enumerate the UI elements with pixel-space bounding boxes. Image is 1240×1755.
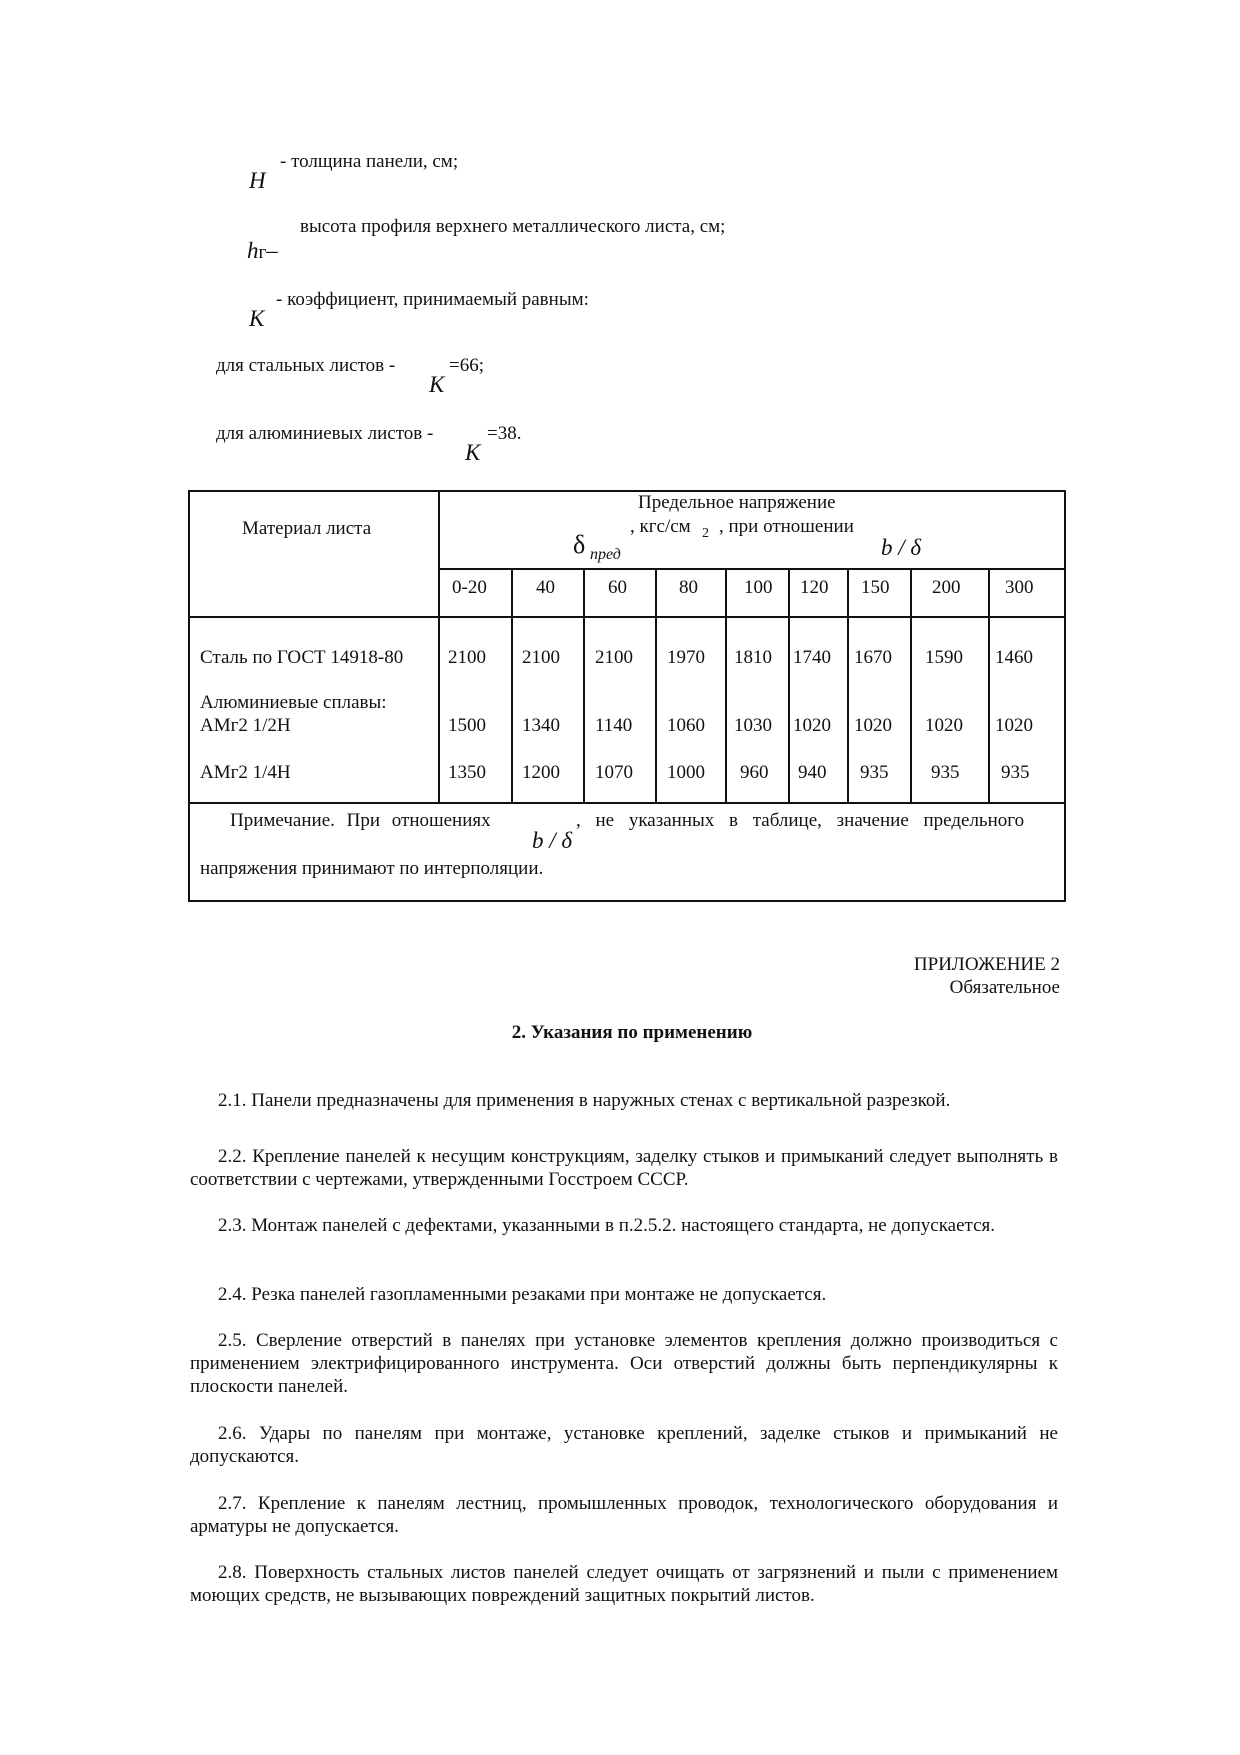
table-header-unit: , кгс/см xyxy=(630,516,691,537)
paragraph-2-6 xyxy=(190,1422,1058,1468)
table-divider xyxy=(190,802,1066,804)
table-divider xyxy=(988,568,990,802)
table-note-before: Примечание. При отношениях xyxy=(230,810,491,831)
symbol-h-g-letter: h xyxy=(247,238,259,263)
table-cell: 2100 xyxy=(522,647,560,668)
table-group-label: Алюминиевые сплавы: xyxy=(200,692,387,713)
ratio-column-7: 200 xyxy=(932,577,961,598)
table-cell: 1970 xyxy=(667,647,705,668)
ratio-column-4: 100 xyxy=(744,577,773,598)
paragraph-2-8 xyxy=(190,1561,1058,1607)
paragraph-2-4 xyxy=(190,1283,1058,1306)
table-cell: 1740 xyxy=(793,647,831,668)
k-steel-symbol: K xyxy=(429,372,445,397)
table-cell: 1020 xyxy=(854,715,892,736)
symbol-h-g-dash: – xyxy=(266,238,278,263)
table-divider xyxy=(725,568,727,802)
ratio-column-2: 60 xyxy=(608,577,627,598)
table-divider xyxy=(847,568,849,802)
table-header-limit-stress: Предельное напряжение xyxy=(638,492,836,513)
table-divider xyxy=(438,568,1066,570)
table-row-material: АМг2 1/2Н xyxy=(200,715,291,736)
ratio-column-3: 80 xyxy=(679,577,698,598)
paragraph-2-1 xyxy=(190,1089,1058,1112)
table-cell: 960 xyxy=(740,762,769,783)
table-note-after: , не указанных в таблице, значение предельного xyxy=(576,810,1025,831)
table-note-ratio: b / δ xyxy=(532,828,573,853)
table-cell: 1140 xyxy=(595,715,633,736)
table-row-material: Сталь по ГОСТ 14918-80 xyxy=(200,647,404,668)
table-header-sigma: δ xyxy=(573,530,586,559)
ratio-column-1: 40 xyxy=(536,577,555,598)
table-header-unit-sup: 2 xyxy=(702,526,709,541)
table-divider xyxy=(655,568,657,802)
paragraph-text: 2.4. Резка панелей газопламенными резаками при монтаже не допускается. xyxy=(218,1284,827,1305)
table-cell: 935 xyxy=(1001,762,1030,783)
symbol-k: K xyxy=(249,306,265,331)
paragraph-text: 2.8. Поверхность стальных листов панелей следует очищать от загрязнений и пыли с применением моющих средств, не вызывающих повреждений защитных покрытий листов. xyxy=(190,1562,1058,1606)
table-divider xyxy=(511,568,513,802)
paragraph-text: 2.7. Крепление к панелям лестниц, промышленных проводок, технологического оборудования и арматуры не допускается. xyxy=(190,1493,1058,1537)
table-cell: 1020 xyxy=(995,715,1033,736)
table-cell: 1670 xyxy=(854,647,892,668)
appendix-subtitle: Обязательное xyxy=(949,977,1060,998)
symbol-h-upper: H xyxy=(249,168,266,193)
paragraph-text: 2.1. Панели предназначены для применения в наружных стенах с вертикальной разрезкой. xyxy=(218,1090,951,1111)
table-cell: 1500 xyxy=(448,715,486,736)
paragraph-text: 2.6. Удары по панелям при монтаже, установке креплений, заделке стыков и примыканий не допускаются. xyxy=(190,1423,1058,1467)
table-cell: 935 xyxy=(931,762,960,783)
paragraph-2-2 xyxy=(190,1145,1058,1191)
stress-table xyxy=(188,490,1066,902)
table-cell: 2100 xyxy=(595,647,633,668)
symbol-h-g xyxy=(247,238,278,264)
table-cell: 1020 xyxy=(793,715,831,736)
k-aluminium-label: для алюминиевых листов - xyxy=(216,423,434,444)
appendix-title: ПРИЛОЖЕНИЕ 2 xyxy=(913,954,1060,975)
paragraph-2-3 xyxy=(190,1214,1058,1237)
symbol-h-g-subscript: г xyxy=(258,242,267,263)
table-cell: 935 xyxy=(860,762,889,783)
table-cell: 1590 xyxy=(925,647,963,668)
k-aluminium-symbol: K xyxy=(465,440,481,465)
table-cell: 1060 xyxy=(667,715,705,736)
paragraph-2-5 xyxy=(190,1329,1058,1398)
table-divider xyxy=(438,492,440,802)
table-cell: 1350 xyxy=(448,762,486,783)
table-cell: 1000 xyxy=(667,762,705,783)
table-cell: 1200 xyxy=(522,762,560,783)
table-cell: 940 xyxy=(798,762,827,783)
table-cell: 1810 xyxy=(734,647,772,668)
definition-text-profile-height: высота профиля верхнего металлического листа, см; xyxy=(300,216,726,237)
table-header-material: Материал листа xyxy=(242,518,372,539)
table-cell: 1340 xyxy=(522,715,560,736)
table-cell: 1020 xyxy=(925,715,963,736)
definition-text-coefficient: - коэффициент, принимаемый равным: xyxy=(276,289,589,310)
paragraph-text: 2.5. Сверление отверстий в панелях при установке элементов крепления должно производиться с применением электрифицированного инструмента. Оси отверстий должны быть перпендикулярны к плоскости панелей. xyxy=(190,1330,1058,1397)
table-cell: 1460 xyxy=(995,647,1033,668)
k-steel-value: =66; xyxy=(449,355,484,376)
k-steel-label: для стальных листов - xyxy=(216,355,396,376)
ratio-column-6: 150 xyxy=(861,577,890,598)
ratio-column-5: 120 xyxy=(800,577,829,598)
paragraph-text: 2.2. Крепление панелей к несущим конструкциям, заделку стыков и примыканий следует выполнять в соответствии с чертежами, утвержденными Госстроем СССР. xyxy=(190,1146,1058,1190)
ratio-column-8: 300 xyxy=(1005,577,1034,598)
table-cell: 1070 xyxy=(595,762,633,783)
table-row-material: АМг2 1/4Н xyxy=(200,762,291,783)
table-note-line2: напряжения принимают по интерполяции. xyxy=(200,858,544,879)
table-header-sigma-subscript: пред xyxy=(590,546,621,563)
definition-text-thickness: - толщина панели, см; xyxy=(280,151,459,172)
table-header-ratio-text: , при отношении xyxy=(719,516,854,537)
section-heading: 2. Указания по применению xyxy=(511,1022,753,1043)
paragraph-text: 2.3. Монтаж панелей с дефектами, указанными в п.2.5.2. настоящего стандарта, не допускается. xyxy=(218,1215,995,1236)
table-divider xyxy=(583,568,585,802)
table-cell: 1030 xyxy=(734,715,772,736)
table-divider xyxy=(910,568,912,802)
k-aluminium-value: =38. xyxy=(487,423,522,444)
paragraph-2-7 xyxy=(190,1492,1058,1538)
table-divider xyxy=(788,568,790,802)
ratio-column-0: 0-20 xyxy=(452,577,487,598)
table-divider xyxy=(190,616,1066,618)
table-header-ratio: b / δ xyxy=(881,535,922,560)
table-cell: 2100 xyxy=(448,647,486,668)
